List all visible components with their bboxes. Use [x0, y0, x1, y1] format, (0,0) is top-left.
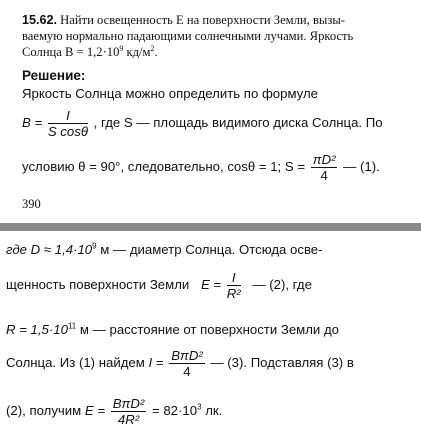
den: 4 [183, 364, 191, 379]
dot: . [154, 45, 158, 59]
p2-line-1 [6, 242, 323, 258]
num: πD² [312, 152, 336, 167]
fraction-i [169, 348, 205, 379]
distance: R = 1,5·10 [6, 322, 68, 337]
solution-heading: Решение: [22, 68, 86, 83]
num: BπD² [171, 348, 203, 363]
unit: кд/м [123, 45, 151, 59]
page-bottom [0, 228, 421, 442]
fraction-e [227, 270, 241, 301]
diameter: где D ≈ 1,4·10 [6, 242, 93, 257]
eq-label-1: — (1). [343, 158, 380, 174]
formula-b: B = [22, 114, 43, 130]
fraction-s [311, 152, 338, 183]
text: — (3). Подставляя (3) в [210, 354, 354, 370]
num: I [48, 108, 88, 124]
solution-text-3: условию θ = 90°, следовательно, cosθ = 1; S = [22, 158, 306, 174]
exp: 9 [92, 241, 97, 251]
p2-line-5 [6, 396, 222, 427]
unit: лк. [201, 402, 223, 418]
page-number: 390 [22, 197, 41, 211]
result: = 82·10 [151, 402, 198, 418]
text: щенность поверхности Земли [6, 276, 190, 292]
text: м — диаметр Солнца. Отсюда осве- [96, 242, 323, 257]
problem-line-2: ваемую нормально падающими солнечными лучами. Яркость [22, 29, 354, 43]
num: BπD² [112, 396, 145, 411]
den: R² [226, 286, 241, 301]
fraction-result [111, 396, 147, 427]
text: Солнца. Из (1) найдем [6, 354, 145, 370]
text: м — расстояние от поверхности Земли до [76, 322, 339, 337]
den: S cosθ [47, 124, 88, 139]
exp: 3 [197, 402, 202, 412]
den: 4 [320, 168, 328, 183]
problem-text-1: Найти освещенность E на поверхности Земли, вызы- [60, 13, 345, 27]
problem-line-3 [22, 44, 158, 60]
problem-number: 15.62. [22, 13, 58, 27]
exp2: 2 [150, 43, 155, 53]
solution-line-3 [22, 152, 380, 183]
solution-line-2 [22, 108, 383, 139]
p2-line-2 [6, 270, 312, 301]
solution-line-1 [22, 86, 318, 102]
fraction-b [48, 108, 88, 139]
p2-line-4 [6, 348, 354, 379]
formula-i: I = [148, 354, 164, 370]
solution-text-1: Яркость Солнца можно определить по формуле [22, 86, 319, 101]
problem-line-1 [22, 12, 345, 28]
solution-text-2: , где S — площадь видимого диска Солнца. По [93, 114, 383, 130]
den: 4R² [117, 412, 140, 427]
exp: 11 [67, 321, 77, 331]
p2-line-3 [6, 322, 339, 338]
brightness-value: Солнца B = 1,2·10 [22, 45, 120, 59]
text: (2), получим [6, 402, 82, 418]
eq-label-2: — (2), где [252, 276, 312, 292]
formula-e2: E = [84, 402, 106, 418]
num: I [227, 270, 241, 286]
formula-e: E = [200, 276, 222, 292]
exp: 9 [119, 43, 124, 53]
